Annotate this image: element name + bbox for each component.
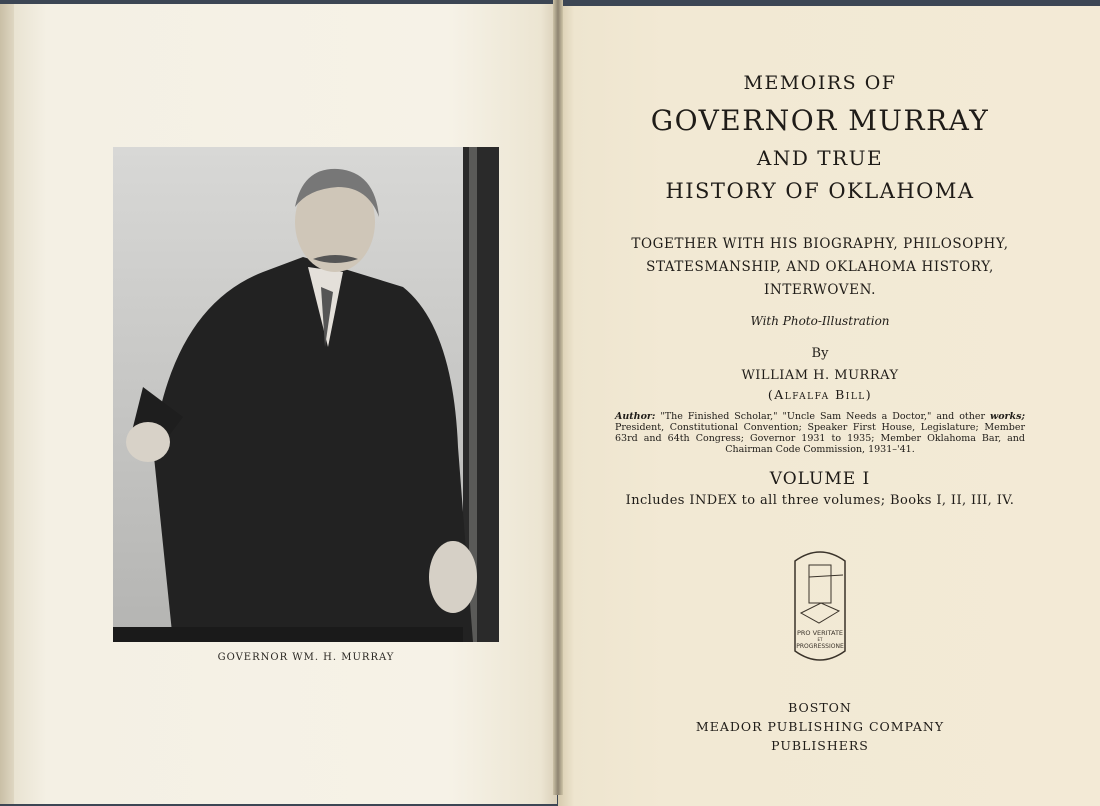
credentials-works: "The Finished Scholar," "Uncle Sam Needs a Doctor," and other (660, 411, 986, 422)
publisher-name: MEADOR PUBLISHING COMPANY (695, 719, 945, 734)
subtitle-line: TOGETHER WITH HIS BIOGRAPHY, PHILOSOPHY, (631, 236, 1009, 252)
index-note: Includes INDEX to all three volumes; Books I, II, III, IV. (625, 493, 1015, 508)
publisher-label: PUBLISHERS (771, 738, 869, 753)
author-name: WILLIAM H. MURRAY (741, 368, 899, 383)
credentials-rest: President, Constitutional Convention; Speaker First House, Legislature; Member 63rd and 64th Congress; Governor 1931 to 1935; Member Oklahoma Bar, and Chairman Code Commission, 1931–'41. (615, 422, 1025, 455)
title-line-2: GOVERNOR MURRAY (650, 104, 990, 137)
title-line-1: MEMOIRS OF (743, 72, 897, 94)
subtitle-line: STATESMANSHIP, AND OKLAHOMA HISTORY, (646, 259, 994, 275)
credentials-label: Author: (615, 411, 656, 422)
printer-mark-icon (787, 547, 853, 665)
subtitle-line: INTERWOVEN. (763, 282, 877, 298)
svg-text:PROGRESSIONE: PROGRESSIONE (796, 643, 844, 650)
svg-text:PRO VERITATE: PRO VERITATE (796, 629, 844, 637)
portrait-photo (113, 147, 499, 642)
svg-text:ET: ET (817, 637, 823, 642)
credentials-works-word: works; (990, 411, 1025, 422)
author-nickname: (Alfalfa Bill) (767, 387, 873, 402)
title-line-3: AND TRUE (756, 146, 884, 170)
author-credentials (615, 411, 1025, 455)
illustration-note: With Photo-Illustration (750, 314, 890, 328)
volume-label: VOLUME I (769, 469, 871, 489)
book-gutter (553, 0, 563, 795)
subtitle (570, 233, 1070, 302)
publisher-city: BOSTON (788, 700, 852, 715)
publisher-block (570, 698, 1070, 755)
by-label: By (811, 346, 829, 361)
portrait-caption: GOVERNOR WM. H. MURRAY (217, 652, 395, 663)
title-line-4: HISTORY OF OKLAHOMA (665, 179, 975, 203)
